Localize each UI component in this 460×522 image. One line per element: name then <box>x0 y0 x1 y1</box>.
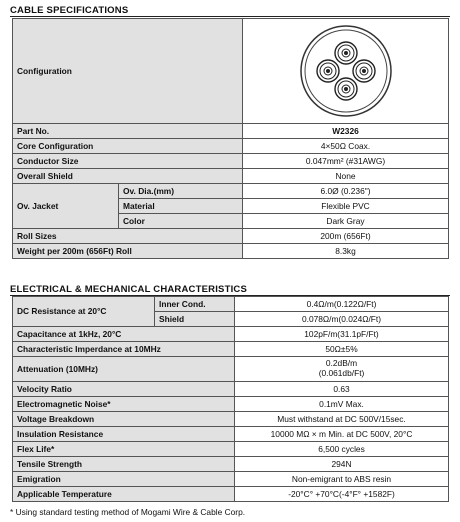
table-row <box>13 229 449 244</box>
row-value: 4×50Ω Coax. <box>243 139 449 154</box>
table-row <box>13 139 449 154</box>
row-label: Core Configuration <box>13 139 243 154</box>
cable-cross-section-diagram <box>296 21 396 121</box>
row-label: Roll Sizes <box>13 229 243 244</box>
row-value: 0.63 <box>235 382 449 397</box>
table-row <box>13 472 449 487</box>
row-value: 10000 MΩ × m Min. at DC 500V, 20°C <box>235 427 449 442</box>
row-label: Velocity Ratio <box>13 382 235 397</box>
row-label: Attenuation (10MHz) <box>13 357 235 382</box>
row-value: Must withstand at DC 500V/15sec. <box>235 412 449 427</box>
sub-label: Color <box>119 214 243 229</box>
row-value: -20°C° +70°C(-4°F° +1582F) <box>235 487 449 502</box>
cable-spec-table <box>12 18 449 259</box>
row-value: Dark Gray <box>243 214 449 229</box>
row-label: Voltage Breakdown <box>13 412 235 427</box>
configuration-label: Configuration <box>13 19 243 124</box>
table-row <box>13 397 449 412</box>
sub-label: Inner Cond. <box>155 297 235 312</box>
row-value: 0.078Ω/m(0.024Ω/Ft) <box>235 312 449 327</box>
table-row <box>13 357 449 382</box>
table-row <box>13 382 449 397</box>
table-row <box>13 154 449 169</box>
row-label: Tensile Strength <box>13 457 235 472</box>
row-label: Flex Life* <box>13 442 235 457</box>
table-row <box>13 412 449 427</box>
elec-mech-table <box>12 296 449 502</box>
row-value: Non-emigrant to ABS resin <box>235 472 449 487</box>
sub-label: Shield <box>155 312 235 327</box>
table-row <box>13 342 449 357</box>
cable-cross-section-cell <box>243 19 449 124</box>
row-label: Capacitance at 1kHz, 20°C <box>13 327 235 342</box>
row-label: Emigration <box>13 472 235 487</box>
row-label: Conductor Size <box>13 154 243 169</box>
attenuation-db-per-ft: (0.061db/Ft) <box>318 368 365 378</box>
sub-label: Material <box>119 199 243 214</box>
table-row <box>13 442 449 457</box>
section-divider <box>10 16 450 17</box>
elec-mech-title: ELECTRICAL & MECHANICAL CHARACTERISTICS <box>10 284 248 295</box>
row-value: 0.4Ω/m(0.122Ω/Ft) <box>235 297 449 312</box>
row-value: 50Ω±5% <box>235 342 449 357</box>
table-row <box>13 124 449 139</box>
row-value: W2326 <box>243 124 449 139</box>
row-value: 294N <box>235 457 449 472</box>
row-value: 102pF/m(31.1pF/Ft) <box>235 327 449 342</box>
table-row <box>13 244 449 259</box>
row-value: None <box>243 169 449 184</box>
row-value: Flexible PVC <box>243 199 449 214</box>
cable-spec-title: CABLE SPECIFICATIONS <box>10 5 129 16</box>
row-label: Overall Shield <box>13 169 243 184</box>
table-row <box>13 457 449 472</box>
row-value: 0.1mV Max. <box>235 397 449 412</box>
footnote: * Using standard testing method of Mogami Wire & Cable Corp. <box>10 507 246 517</box>
row-value: 6.0Ø (0.236") <box>243 184 449 199</box>
attenuation-db-per-m: 0.2dB/m <box>325 358 358 369</box>
row-label: Characteristic Imperdance at 10MHz <box>13 342 235 357</box>
row-label: Insulation Resistance <box>13 427 235 442</box>
row-label: Weight per 200m (656Ft) Roll <box>13 244 243 259</box>
row-value: 200m (656Ft) <box>243 229 449 244</box>
row-value: 6,500 cycles <box>235 442 449 457</box>
row-label: Part No. <box>13 124 243 139</box>
table-row <box>13 19 449 124</box>
row-value: 0.047mm² (#31AWG) <box>243 154 449 169</box>
row-label: Applicable Temperature <box>13 487 235 502</box>
dc-resistance-label: DC Resistance at 20°C <box>13 297 155 327</box>
sub-label: Ov. Dia.(mm) <box>119 184 243 199</box>
table-row <box>13 487 449 502</box>
table-row <box>13 184 449 199</box>
attenuation-value <box>235 357 449 382</box>
jacket-label: Ov. Jacket <box>13 184 119 229</box>
table-row <box>13 427 449 442</box>
table-row <box>13 327 449 342</box>
table-row <box>13 169 449 184</box>
row-label: Electromagnetic Noise* <box>13 397 235 412</box>
row-value: 8.3kg <box>243 244 449 259</box>
table-row <box>13 297 449 312</box>
